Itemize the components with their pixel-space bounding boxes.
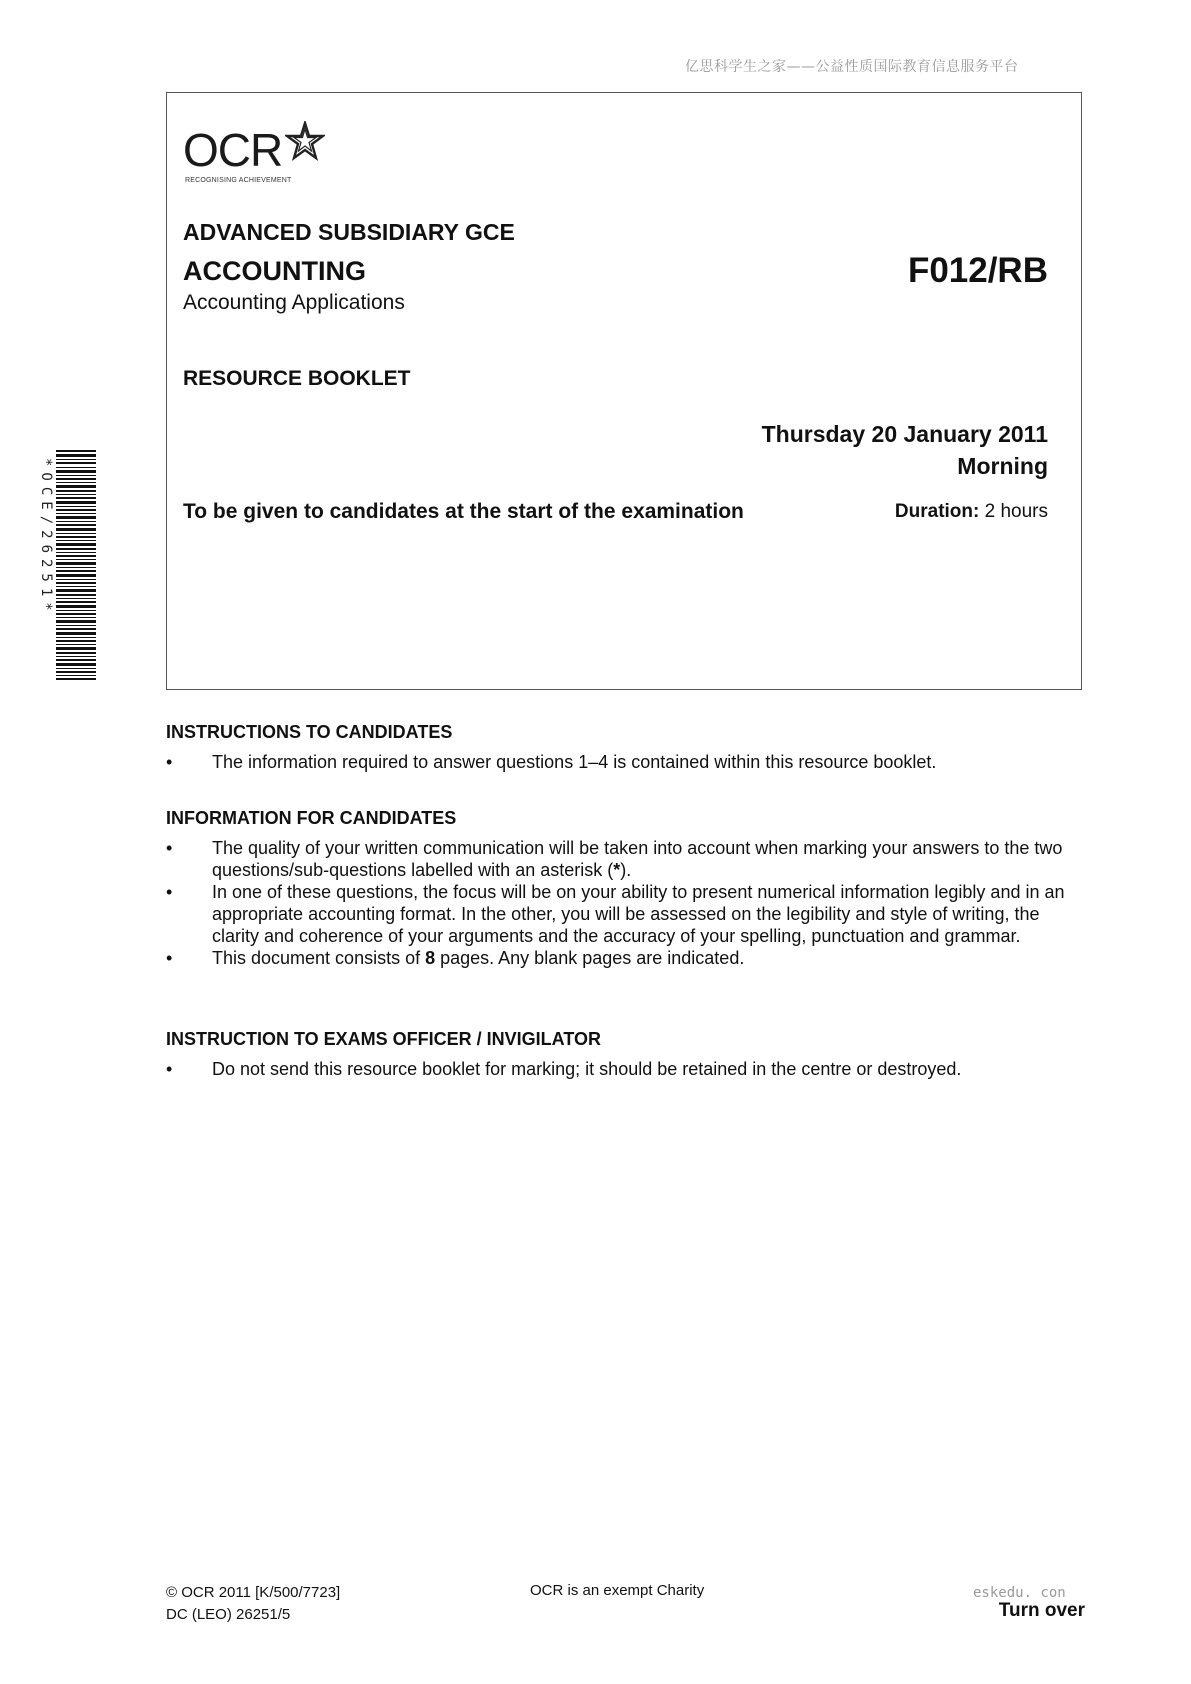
information-section <box>166 808 1086 969</box>
unit-title: Accounting Applications <box>183 291 405 314</box>
logo-text: OCR <box>183 124 283 176</box>
asterisk-mark: * <box>613 860 621 880</box>
duration <box>895 501 1048 523</box>
watermark-text: 亿思科学生之家——公益性质国际教育信息服务平台 <box>685 59 1019 75</box>
list-item-text: Do not send this resource booklet for marking; it should be retained in the centre or destroyed. <box>212 1059 962 1079</box>
page-count: 8 <box>425 948 436 968</box>
officer-section <box>166 1029 1086 1080</box>
list-item <box>166 1058 1086 1080</box>
star-icon <box>285 121 325 161</box>
turn-over-label: Turn over <box>998 1600 1085 1621</box>
list-item <box>166 947 1086 969</box>
officer-list <box>166 1058 1086 1080</box>
booklet-title: RESOURCE BOOKLET <box>183 367 411 390</box>
list-item-text-end: ). <box>620 860 632 880</box>
bullet-icon: • <box>166 882 173 902</box>
officer-heading: INSTRUCTION TO EXAMS OFFICER / INVIGILATOR <box>166 1029 602 1049</box>
charity-note: OCR is an exempt Charity <box>530 1582 705 1599</box>
bullet-icon: • <box>166 948 173 968</box>
given-note: To be given to candidates at the start of the examination <box>183 500 744 523</box>
qualification-level: ADVANCED SUBSIDIARY GCE <box>183 219 515 245</box>
list-item-text: The information required to answer questions 1–4 is contained within this resource booklet. <box>212 752 937 772</box>
site-watermark: eskedu. con <box>973 1585 1066 1601</box>
footer-left <box>166 1582 340 1626</box>
ocr-logo <box>183 121 343 191</box>
list-item <box>166 751 1086 773</box>
barcode-text: *OCE/26251* <box>38 458 54 617</box>
list-item-text-end: pages. Any blank pages are indicated. <box>435 948 745 968</box>
bullet-icon: • <box>166 838 173 858</box>
list-item-text: This document consists of <box>212 948 426 968</box>
list-item <box>166 881 1086 947</box>
list-item-text: The quality of your written communication will be taken into account when marking your answers to the two questions/sub-questions labelled with an asterisk ( <box>212 838 1063 880</box>
list-item-text: In one of these questions, the focus will be on your ability to present numerical information legibly and in an appropriate accounting format. In the other, you will be assessed on the legibility and style of writing, the clarity and coherence of your arguments and the accuracy of your spelling, punctuation and grammar. <box>212 882 1065 946</box>
information-list <box>166 837 1086 969</box>
document-ref: DC (LEO) 26251/5 <box>166 1606 291 1623</box>
list-item <box>166 837 1086 881</box>
information-heading: INFORMATION FOR CANDIDATES <box>166 808 457 828</box>
copyright-text: © OCR 2011 [K/500/7723] <box>166 1584 341 1601</box>
instructions-heading: INSTRUCTIONS TO CANDIDATES <box>166 722 453 742</box>
bullet-icon: • <box>166 752 173 772</box>
duration-label: Duration: <box>894 501 980 522</box>
unit-code: F012/RB <box>907 251 1048 290</box>
cover-box <box>166 92 1082 690</box>
instructions-list <box>166 751 1086 773</box>
duration-value: 2 hours <box>979 501 1048 522</box>
logo-tagline: RECOGNISING ACHIEVEMENT <box>185 177 292 184</box>
bullet-icon: • <box>166 1059 173 1079</box>
exam-session: Morning <box>957 453 1048 479</box>
exam-date: Thursday 20 January 2011 <box>761 421 1048 447</box>
subject-title: ACCOUNTING <box>183 256 366 286</box>
instructions-section <box>166 722 1086 773</box>
